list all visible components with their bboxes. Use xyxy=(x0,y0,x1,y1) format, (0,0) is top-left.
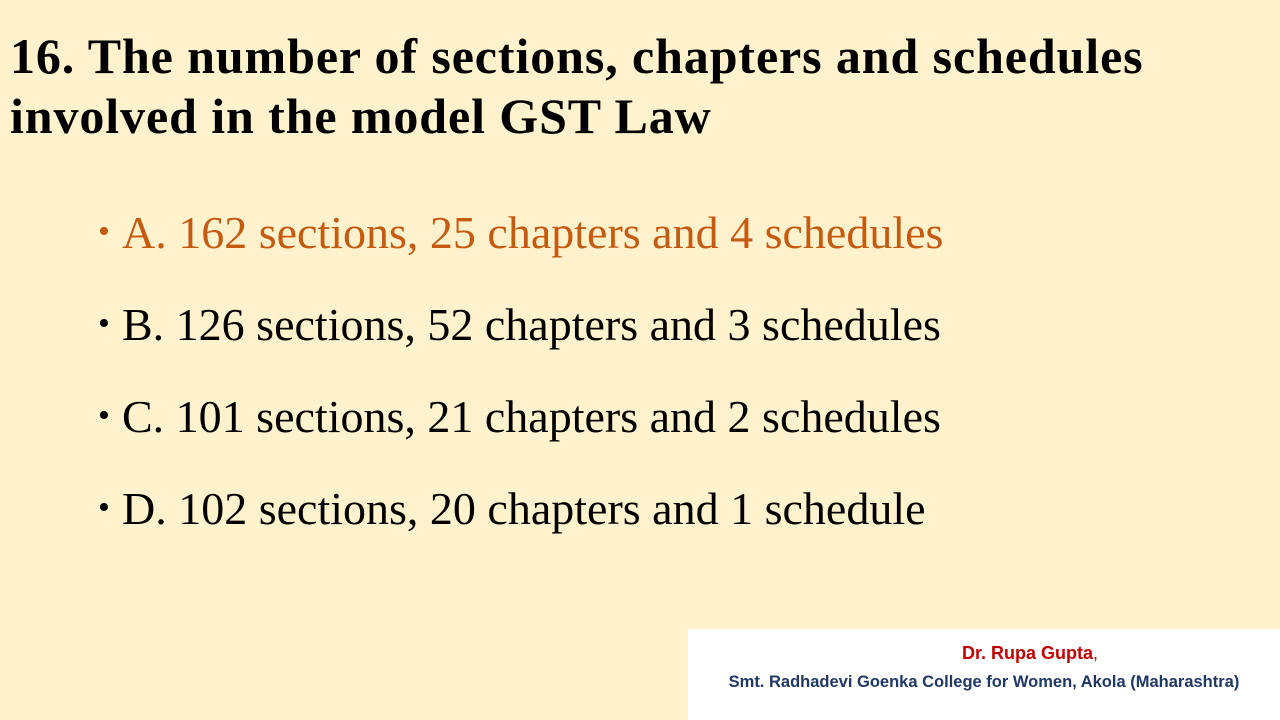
bullet-icon: • xyxy=(98,305,110,342)
bullet-icon: • xyxy=(98,213,110,250)
option-c xyxy=(98,370,1198,462)
question-title: 16. The number of sections, chapters and schedules involved in the model GST Law xyxy=(10,28,1144,144)
option-b-text: B. 126 sections, 52 chapters and 3 schedules xyxy=(122,298,941,350)
footer-credit-box xyxy=(688,629,1280,720)
bullet-icon: • xyxy=(98,489,110,526)
author-name: Dr. Rupa Gupta xyxy=(961,643,1093,663)
author-comma: , xyxy=(1092,643,1098,663)
answer-options xyxy=(98,186,1198,554)
college-name: Smt. Radhadevi Goenka College for Women, Akola (Maharashtra) xyxy=(728,673,1240,691)
option-d xyxy=(98,462,1198,554)
option-d-text: D. 102 sections, 20 chapters and 1 schedule xyxy=(122,482,926,534)
author-line xyxy=(688,641,1098,665)
option-a xyxy=(98,186,1198,278)
option-c-text: C. 101 sections, 21 chapters and 2 schedules xyxy=(122,390,941,442)
option-b xyxy=(98,278,1198,370)
option-a-text: A. 162 sections, 25 chapters and 4 schedules xyxy=(122,206,944,258)
bullet-icon: • xyxy=(98,397,110,434)
